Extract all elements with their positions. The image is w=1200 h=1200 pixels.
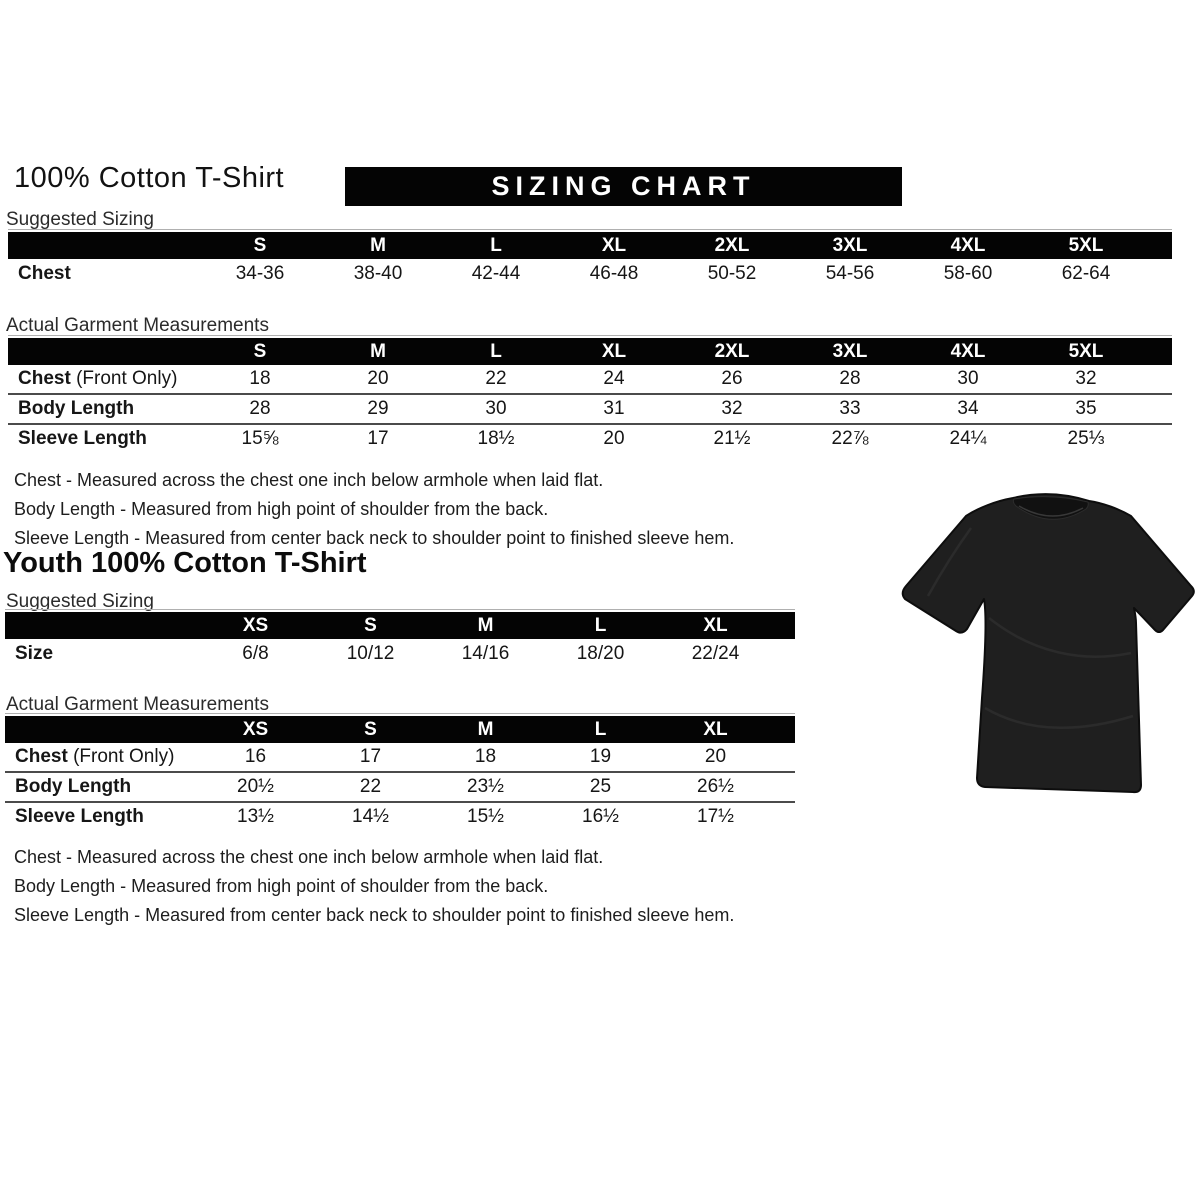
size-value-cell: 28 <box>839 368 861 389</box>
table-row <box>8 424 1172 453</box>
column-header: S <box>313 612 428 639</box>
size-value-cell: 15½ <box>428 802 543 831</box>
tshirt-image <box>893 468 1199 812</box>
row-label-text: Chest <box>15 746 68 767</box>
size-value-cell: 18 <box>249 368 271 389</box>
size-value-cell: 62-64 <box>1061 263 1111 284</box>
row-label-header <box>8 232 201 259</box>
adult-suggested-sizing-label: Suggested Sizing <box>6 209 154 230</box>
column-header: L <box>543 612 658 639</box>
measurement-note: Sleeve Length - Measured from center back neck to shoulder point to finished sleeve hem. <box>14 528 735 548</box>
size-value-cell: 21½ <box>673 424 791 453</box>
size-value-cell: 16½ <box>543 802 658 831</box>
sizing-chart-banner-label: SIZING CHART <box>491 171 756 201</box>
size-value-cell: 17 <box>319 424 437 453</box>
size-table <box>8 338 1172 453</box>
adult-actual-measurements-table <box>8 335 1172 453</box>
row-label-suffix: (Front Only) <box>70 368 178 389</box>
size-value-cell: 14½ <box>313 802 428 831</box>
column-header: L <box>437 232 555 259</box>
size-table <box>8 232 1172 289</box>
size-value-cell: 22 <box>485 368 507 389</box>
size-value-cell: 26½ <box>658 772 773 802</box>
table-row <box>5 772 795 802</box>
size-value-cell: 14/16 <box>461 643 510 664</box>
header-filler <box>1145 232 1172 259</box>
size-value-cell: 20 <box>367 368 389 389</box>
size-value-cell: 29 <box>319 394 437 424</box>
column-header: 4XL <box>909 338 1027 365</box>
measurement-note: Chest - Measured across the chest one inch below armhole when laid flat. <box>14 847 604 867</box>
youth-actual-measurements-table <box>5 713 795 831</box>
adult-measurement-notes <box>14 466 734 553</box>
size-value-cell: 19 <box>589 746 612 767</box>
sizing-chart-banner <box>345 167 902 206</box>
measurement-note: Sleeve Length - Measured from center back neck to shoulder point to finished sleeve hem. <box>14 905 735 925</box>
size-table <box>5 716 795 831</box>
column-header: XS <box>198 612 313 639</box>
cell-filler <box>773 639 795 669</box>
size-value-cell: 25 <box>543 772 658 802</box>
row-label <box>5 802 198 831</box>
adult-suggested-sizing-table <box>8 229 1172 289</box>
size-value-cell: 17 <box>359 746 382 767</box>
size-value-cell: 30 <box>957 368 979 389</box>
row-label <box>8 394 201 424</box>
column-header: M <box>428 612 543 639</box>
column-header: L <box>543 716 658 743</box>
column-header: XL <box>555 232 673 259</box>
size-value-cell: 32 <box>1075 368 1097 389</box>
row-label-text: Chest <box>18 263 71 284</box>
size-value-cell: 6/8 <box>242 643 269 664</box>
column-header: 3XL <box>791 338 909 365</box>
size-value-cell: 22⅞ <box>791 424 909 453</box>
size-value-cell: 33 <box>791 394 909 424</box>
cell-filler <box>773 802 795 831</box>
column-header: 5XL <box>1027 338 1145 365</box>
size-value-cell: 22/24 <box>691 643 740 664</box>
adult-actual-measurements-label: Actual Garment Measurements <box>6 315 269 336</box>
row-label-text: Sleeve Length <box>18 428 147 449</box>
row-label-text: Chest <box>18 368 71 389</box>
table-row <box>5 743 795 772</box>
size-value-cell: 17½ <box>658 802 773 831</box>
size-table <box>5 612 795 669</box>
size-value-cell: 20 <box>555 424 673 453</box>
column-header: 5XL <box>1027 232 1145 259</box>
youth-suggested-sizing-table <box>5 609 795 669</box>
tshirt-body <box>903 494 1194 792</box>
size-value-cell: 54-56 <box>825 263 875 284</box>
row-label <box>8 424 201 453</box>
size-value-cell: 24¼ <box>909 424 1027 453</box>
size-value-cell: 23½ <box>428 772 543 802</box>
header-filler <box>773 612 795 639</box>
table-row <box>5 639 795 669</box>
column-header: M <box>319 338 437 365</box>
size-value-cell: 50-52 <box>707 263 757 284</box>
youth-suggested-sizing-label: Suggested Sizing <box>6 591 154 612</box>
column-header: S <box>313 716 428 743</box>
row-label <box>8 259 201 289</box>
size-value-cell: 18 <box>474 746 497 767</box>
row-label-suffix: (Front Only) <box>67 746 175 767</box>
row-label-header <box>5 716 198 743</box>
size-value-cell: 58-60 <box>943 263 993 284</box>
size-value-cell: 38-40 <box>353 263 403 284</box>
column-header: 2XL <box>673 232 791 259</box>
column-header: M <box>319 232 437 259</box>
header-filler <box>1145 338 1172 365</box>
youth-measurement-notes <box>14 843 734 930</box>
row-label-text: Sleeve Length <box>15 806 144 827</box>
size-value-cell: 20½ <box>198 772 313 802</box>
size-value-cell: 26 <box>721 368 743 389</box>
size-value-cell: 10/12 <box>346 643 395 664</box>
column-header: 4XL <box>909 232 1027 259</box>
cell-filler <box>1145 365 1172 394</box>
row-label-text: Body Length <box>18 398 135 419</box>
size-value-cell: 34-36 <box>235 263 285 284</box>
size-value-cell: 30 <box>437 394 555 424</box>
column-header: XL <box>658 612 773 639</box>
column-header: XS <box>198 716 313 743</box>
measurement-note: Body Length - Measured from high point of shoulder from the back. <box>14 499 549 519</box>
size-value-cell: 42-44 <box>471 263 521 284</box>
size-value-cell: 34 <box>909 394 1027 424</box>
youth-actual-measurements-label: Actual Garment Measurements <box>6 694 269 715</box>
column-header: S <box>201 232 319 259</box>
size-value-cell: 22 <box>313 772 428 802</box>
table-row <box>8 365 1172 394</box>
row-label <box>5 743 198 772</box>
table-row <box>8 259 1172 289</box>
size-value-cell: 25⅓ <box>1027 424 1145 453</box>
cell-filler <box>1145 259 1172 289</box>
size-value-cell: 28 <box>201 394 319 424</box>
size-value-cell: 18/20 <box>576 643 625 664</box>
size-value-cell: 15⅝ <box>201 424 319 453</box>
size-value-cell: 18½ <box>437 424 555 453</box>
size-value-cell: 13½ <box>198 802 313 831</box>
size-value-cell: 46-48 <box>589 263 639 284</box>
cell-filler <box>773 772 795 802</box>
size-value-cell: 20 <box>704 746 727 767</box>
cell-filler <box>1145 394 1172 424</box>
header-filler <box>773 716 795 743</box>
row-label-header <box>5 612 198 639</box>
measurement-note: Chest - Measured across the chest one inch below armhole when laid flat. <box>14 470 604 490</box>
table-row <box>8 394 1172 424</box>
row-label-text: Size <box>15 643 54 664</box>
size-value-cell: 31 <box>555 394 673 424</box>
column-header: M <box>428 716 543 743</box>
row-label-text: Body Length <box>15 776 132 797</box>
row-label <box>5 639 198 669</box>
size-value-cell: 16 <box>244 746 267 767</box>
row-label <box>8 365 201 394</box>
row-label <box>5 772 198 802</box>
cell-filler <box>773 743 795 772</box>
cell-filler <box>1145 424 1172 453</box>
size-value-cell: 24 <box>603 368 625 389</box>
column-header: S <box>201 338 319 365</box>
column-header: L <box>437 338 555 365</box>
page-title: 100% Cotton T-Shirt <box>14 162 285 194</box>
measurement-note: Body Length - Measured from high point of shoulder from the back. <box>14 876 549 896</box>
column-header: 3XL <box>791 232 909 259</box>
size-value-cell: 32 <box>673 394 791 424</box>
youth-title: Youth 100% Cotton T-Shirt <box>3 547 367 579</box>
size-value-cell: 35 <box>1027 394 1145 424</box>
table-row <box>5 802 795 831</box>
column-header: XL <box>658 716 773 743</box>
row-label-header <box>8 338 201 365</box>
column-header: 2XL <box>673 338 791 365</box>
column-header: XL <box>555 338 673 365</box>
